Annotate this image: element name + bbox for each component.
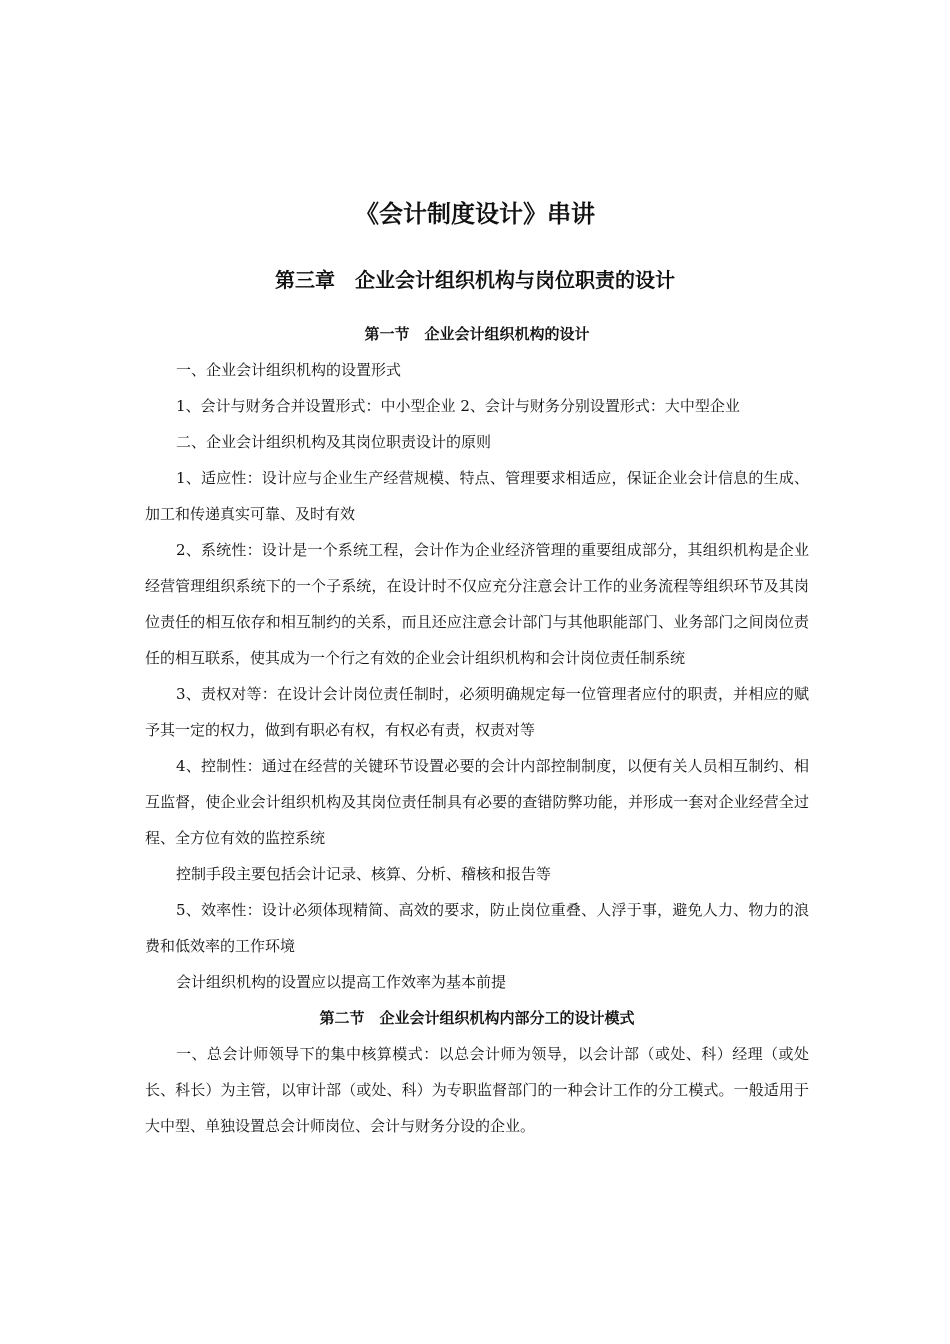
paragraph: 会计组织机构的设置应以提高工作效率为基本前提	[176, 973, 507, 991]
document-title: 《会计制度设计》串讲	[355, 200, 595, 228]
section-heading-2: 第二节 企业会计组织机构内部分工的设计模式	[319, 1009, 635, 1027]
paragraph: 4、控制性：通过在经营的关键环节设置必要的会计内部控制制度，以便有关人员相互制约、相互监督，使企业会计组织机构及其岗位责任制具有必要的查错防弊功能，并形成一套对企业经营全过程、全方位有效的监控系统	[145, 757, 809, 847]
paragraph: 一、总会计师领导下的集中核算模式：以总会计师为领导，以会计部（或处、科）经理（或处长、科长）为主管，以审计部（或处、科）为专职监督部门的一种会计工作的分工模式。一般适用于大中型、单独设置总会计师岗位、会计与财务分设的企业。	[145, 1045, 809, 1135]
paragraph: 控制手段主要包括会计记录、核算、分析、稽核和报告等	[176, 865, 552, 883]
paragraph: 一、企业会计组织机构的设置形式	[176, 361, 402, 379]
paragraph: 3、责权对等：在设计会计岗位责任制时，必须明确规定每一位管理者应付的职责，并相应的赋予其一定的权力，做到有职必有权，有权必有责，权责对等	[145, 685, 809, 739]
document-body	[145, 316, 809, 1144]
paragraph: 2、系统性：设计是一个系统工程，会计作为企业经济管理的重要组成部分，其组织机构是企业经营管理组织系统下的一个子系统，在设计时不仅应充分注意会计工作的业务流程等组织环节及其岗位责任的相互依存和相互制约的关系，而且还应注意会计部门与其他职能部门、业务部门之间岗位责任的相互联系，使其成为一个行之有效的企业会计组织机构和会计岗位责任制系统	[145, 541, 809, 667]
section-heading-1: 第一节 企业会计组织机构的设计	[364, 325, 590, 343]
paragraph: 二、企业会计组织机构及其岗位职责设计的原则	[176, 433, 492, 451]
chapter-heading: 第三章 企业会计组织机构与岗位职责的设计	[275, 268, 675, 292]
paragraph: 1、适应性：设计应与企业生产经营规模、特点、管理要求相适应，保证企业会计信息的生成、加工和传递真实可靠、及时有效	[145, 469, 809, 523]
paragraph: 5、效率性：设计必须体现精简、高效的要求，防止岗位重叠、人浮于事，避免人力、物力的浪费和低效率的工作环境	[145, 901, 809, 955]
paragraph: 1、会计与财务合并设置形式：中小型企业 2、会计与财务分别设置形式：大中型企业	[176, 397, 740, 415]
